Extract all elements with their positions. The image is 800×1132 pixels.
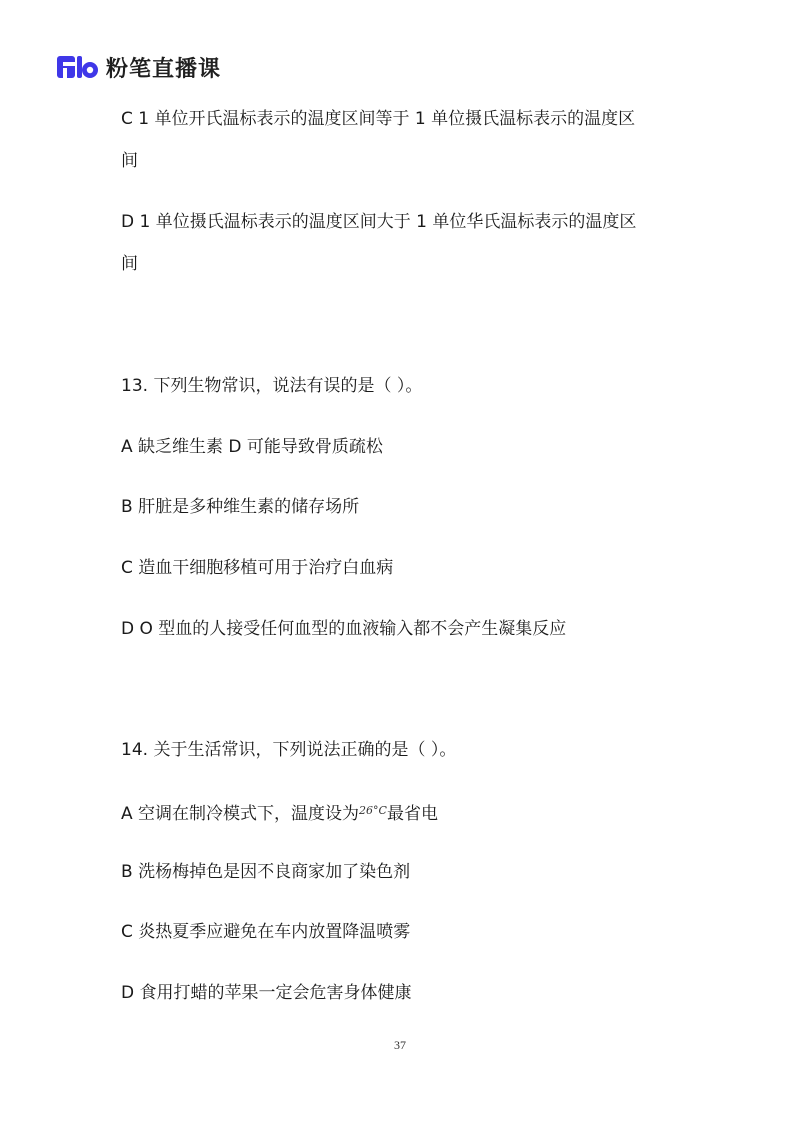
q13-stem: 13. 下列生物常识，说法有误的是（ ）。 <box>121 376 423 396</box>
q12-option-d-line2: 间 <box>121 254 138 274</box>
q14-stem: 14. 关于生活常识，下列说法正确的是（ ）。 <box>121 740 457 760</box>
q14-option-a <box>121 799 438 826</box>
brand-header <box>56 52 221 82</box>
q13-option-d: D O 型血的人接受任何血型的血液输入都不会产生凝集反应 <box>121 619 567 639</box>
q12-option-d-line1: D 1 单位摄氏温标表示的温度区间大于 1 单位华氏温标表示的温度区 <box>121 212 637 232</box>
q14-option-a-text: A 空调在制冷模式下，温度设为 <box>121 804 360 824</box>
temperature-value: 26°C <box>359 804 387 817</box>
q14-option-a-suffix: 最省电 <box>386 804 438 824</box>
q13-option-b: B 肝脏是多种维生素的储存场所 <box>121 497 360 517</box>
q12-option-c-line2: 间 <box>121 151 138 171</box>
q14-option-c: C 炎热夏季应避免在车内放置降温喷雾 <box>121 922 411 942</box>
fb-logo-icon <box>56 53 100 81</box>
q13-option-a: A 缺乏维生素 D 可能导致骨质疏松 <box>121 437 383 457</box>
q14-option-d: D 食用打蜡的苹果一定会危害身体健康 <box>121 983 412 1003</box>
q12-option-c-line1: C 1 单位开氏温标表示的温度区间等于 1 单位摄氏温标表示的温度区 <box>121 109 636 129</box>
page-number: 37 <box>394 1038 406 1052</box>
q14-option-b: B 洗杨梅掉色是因不良商家加了染色剂 <box>121 862 411 882</box>
brand-name: 粉笔直播课 <box>106 56 222 82</box>
q13-option-c: C 造血干细胞移植可用于治疗白血病 <box>121 558 394 578</box>
